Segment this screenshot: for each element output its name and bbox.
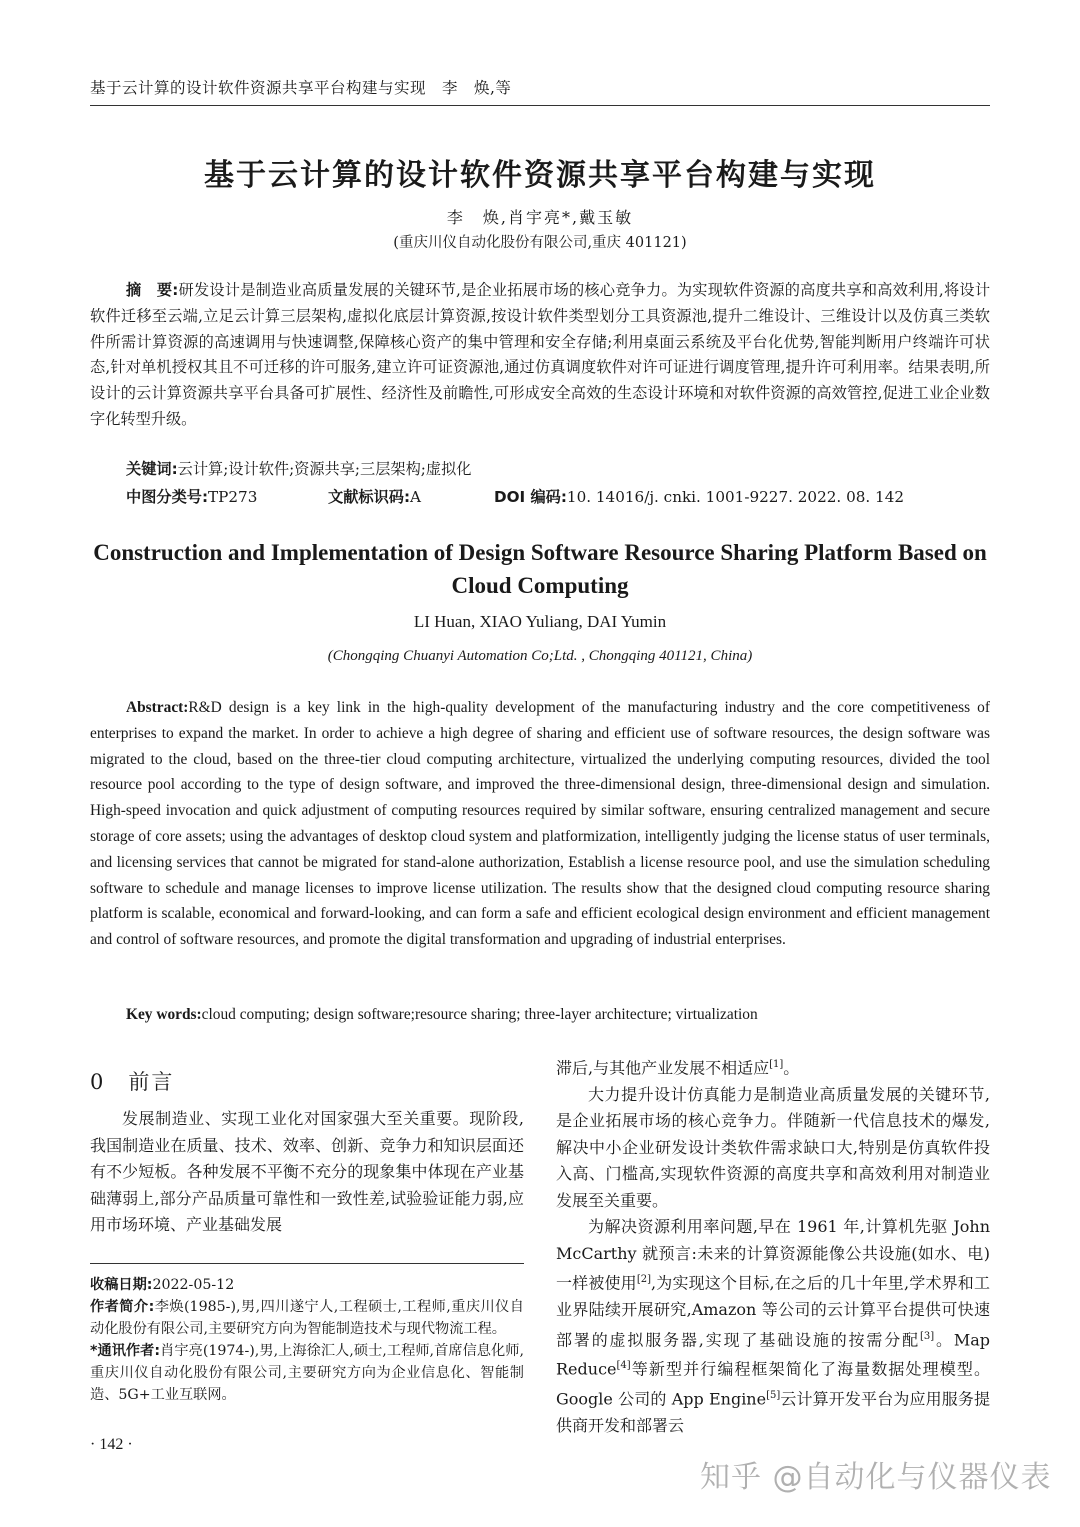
doc-code	[328, 486, 421, 507]
intro-right-p3	[556, 1214, 990, 1439]
abstract-en	[90, 695, 990, 953]
affiliation-en: (Chongqing Chuanyi Automation Co;Ltd. , Chongqing 401121, China)	[327, 648, 753, 664]
citation-ref: [2]	[636, 1274, 652, 1286]
citation-ref: [5]	[766, 1390, 781, 1402]
abstract-cn-text: 研发设计是制造业高质量发展的关键环节,是企业拓展市场的核心竞争力。为实现软件资源的高度共享和高效利用,将设计软件迁移至云端,立足云计算三层架构,虚拟化底层计算资源,按设计软件类型划分工具资源池,提升二维设计、三维设计以及仿真三类软件所需计算资源的高速调用与快速调整,保障核心资产的集中管理和安全存储;利用桌面云系统及平台化优势,智能判断用户终端许可状态,针对单机授权其且不可迁移的许可服务,建立许可证资源池,通过仿真调度软件对许可证进行调度管理,提升许可利用率。结果表明,所设计的云计算资源共享平台具备可扩展性、经济性及前瞻性,可形成安全高效的生态设计环境和对软件资源的高效管控,促进工业企业数字化转型升级。	[90, 281, 991, 428]
p3-text-d: 等新型并行编程框架简化了海量数据处理模型。Google 公司的 App Engine	[556, 1359, 990, 1409]
running-header: 基于云计算的设计软件资源共享平台构建与实现 李 焕,等	[90, 79, 512, 97]
doc-value: A	[410, 488, 421, 506]
received-value: 2022-05-12	[152, 1277, 235, 1293]
p1-text: 滞后,与其他产业发展不相适应	[556, 1058, 770, 1078]
abstract-cn	[90, 278, 990, 433]
keywords-cn-label: 关键词:	[126, 460, 178, 478]
author-label: 作者简介:	[90, 1299, 155, 1315]
clc-code	[126, 486, 257, 507]
abstract-cn-label: 摘 要:	[126, 281, 179, 299]
keywords-en-text: cloud computing; design software;resource sharing; three-layer architecture; virtualization	[201, 1006, 758, 1023]
page-number: · 142 ·	[90, 1436, 133, 1453]
intro-right-p1	[556, 1052, 990, 1082]
keywords-en-label: Key words:	[126, 1006, 202, 1023]
keywords-en	[126, 1006, 758, 1024]
corr-label: *通讯作者:	[90, 1343, 161, 1359]
doi-label: DOI 编码:	[494, 488, 567, 506]
citation-ref: [3]	[919, 1330, 935, 1342]
doi-value: 10. 14016/j. cnki. 1001-9227. 2022. 08. 142	[566, 488, 905, 506]
title-cn: 基于云计算的设计软件资源共享平台构建与实现	[204, 158, 876, 193]
p3-text-c: 。Map Reduce	[556, 1329, 990, 1379]
watermark: 知乎 @自动化与仪器仪表	[700, 1460, 1052, 1495]
authors-cn: 李 焕,肖宇亮*,戴玉敏	[446, 208, 634, 227]
clc-label: 中图分类号:	[126, 488, 209, 506]
intro-right-p2: 大力提升设计仿真能力是制造业高质量发展的关键环节,是企业拓展市场的核心竞争力。伴随新一代信息技术的爆发,解决中小企业研发设计类软件需求缺口大,特别是仿真软件投入高、门槛高,实现软件资源的高度共享和高效利用对制造业发展至关重要。	[556, 1084, 990, 1210]
authors-en: LI Huan, XIAO Yuliang, DAI Yumin	[413, 612, 667, 631]
keywords-cn-text: 云计算;设计软件;资源共享;三层架构;虚拟化	[177, 460, 472, 478]
p3-text-e: 云计算开发平台为应用服务提供商开发和部署云	[556, 1389, 990, 1436]
doc-label: 文献标识码:	[328, 488, 411, 506]
keywords-cn	[126, 458, 471, 479]
footnote-rule	[90, 1263, 524, 1264]
intro-left-paragraph: 发展制造业、实现工业化对国家强大至关重要。现阶段,我国制造业在质量、技术、效率、创新、竞争力和知识层面还有不少短板。各种发展不平衡不充分的现象集中体现在产业基础薄弱上,部分产品质量可靠性和一致性差,试验验证能力弱,应用市场环境、产业基础发展	[90, 1109, 524, 1234]
author-value: 李焕(1985-),男,四川遂宁人,工程硕士,工程师,重庆川仪自动化股份有限公司,主要研究方向为智能制造技术与现代物流工程。	[90, 1299, 524, 1337]
affiliation-cn: (重庆川仪自动化股份有限公司,重庆 401121)	[393, 235, 687, 251]
corr-value: 肖宇亮(1974-),男,上海徐汇人,硕士,工程师,首席信息化师,重庆川仪自动化股份有限公司,主要研究方向为企业信息化、智能制造、5G+工业互联网。	[90, 1343, 525, 1403]
p1-end: 。	[783, 1058, 800, 1078]
section-heading: 0 前言	[90, 1070, 175, 1094]
abstract-en-text: R&D design is a key link in the high-quality development of the manufacturing industry and the core competitiveness of enterprises to expand the market. In order to achieve a high degree of sharing and efficient use of software resources, the design software was migrated to the cloud, based on the three-tier cloud computing architecture, virtualized the underlying computing resources, divided the tool resource pool according to the type of design software, and improved the three-dimensional design, three-dimensional design and simulation. High-speed invocation and quick adjustment of computing resources required by similar software, ensuring centralized management and secure storage of core assets; using the advantages of desktop cloud system and platformization, intelligently judging the license status of user terminals, and licensing services that cannot be migrated for stand-alone authorization, Establish a license resource pool, and use the simulation scheduling software to schedule and manage licenses to improve license utilization. The results show that the designed cloud computing resource sharing platform is scalable, economical and forward-looking, and can form a safe and efficient ecological design environment and efficient management and control of software resources, and promote the digital transformation and upgrading of industrial enterprises.	[90, 699, 990, 949]
doi-code	[494, 486, 904, 507]
footnote-received	[90, 1274, 524, 1296]
title-en: Construction and Implementation of Design Software Resource Sharing Platform Based on Cloud Computing	[93, 540, 987, 598]
footnote-corresponding	[90, 1340, 524, 1406]
clc-value: TP273	[208, 488, 258, 506]
footnote-author	[90, 1296, 524, 1340]
citation-ref: [1]	[769, 1059, 784, 1070]
p3-text-a: 为解决资源利用率问题,早在 1961 年,计算机先驱 John McCarthy 就预言:未来的计算资源能像公共设施(如水、电)一样被使用	[556, 1217, 990, 1293]
received-label: 收稿日期:	[90, 1277, 153, 1293]
abstract-en-label: Abstract:	[126, 699, 189, 716]
footnotes	[90, 1274, 524, 1406]
citation-ref: [4]	[616, 1360, 631, 1372]
header-rule	[90, 105, 990, 106]
p3-text-b: ,为实现这个目标,在之后的几十年里,学术界和工业界陆续开展研究,Amazon 等公司的云计算平台提供可快速部署的虚拟服务器,实现了基础设施的按需分配	[556, 1273, 990, 1349]
intro-right-column	[556, 1052, 990, 1440]
